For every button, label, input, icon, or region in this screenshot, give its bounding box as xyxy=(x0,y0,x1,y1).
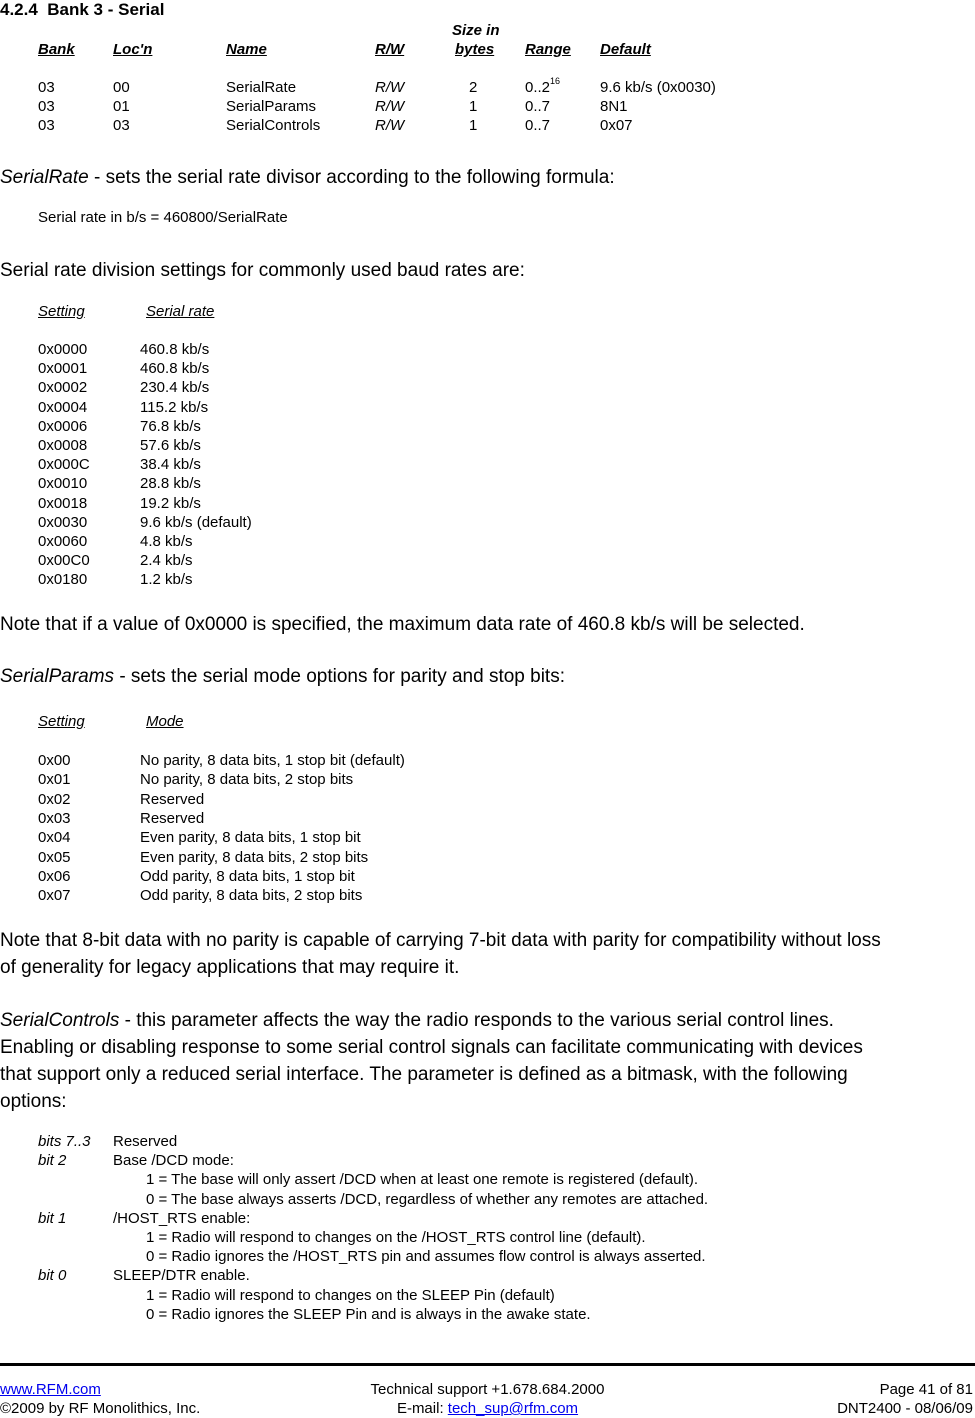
serialcontrols-term: SerialControls xyxy=(0,1010,120,1031)
params-col-mode: Mode xyxy=(146,713,184,730)
serialrate-intro: Serial rate division settings for commonly used baud rates are: xyxy=(0,260,525,281)
section-title: Bank 3 - Serial xyxy=(47,0,165,19)
cell-name: SerialRate xyxy=(226,79,297,96)
params-mode: Odd parity, 8 data bits, 2 stop bits xyxy=(140,887,363,905)
rate-value: 460.8 kb/s xyxy=(140,341,210,358)
bit-option: 1 = Radio will respond to changes on the /HOST_RTS control line (default). xyxy=(146,1229,646,1246)
cell-name: SerialControls xyxy=(226,117,321,134)
section-number: 4.2.4 xyxy=(0,0,38,19)
rate-value: 2.4 kb/s xyxy=(140,552,193,570)
serialrate-term: SerialRate xyxy=(0,167,89,188)
rate-setting: 0x000C xyxy=(38,456,90,474)
cell-locn: 00 xyxy=(113,79,130,96)
bit-description: Reserved xyxy=(113,1133,178,1150)
bit-option: 0 = Radio ignores the /HOST_RTS pin and assumes flow control is always asserted. xyxy=(146,1248,706,1266)
cell-default: 9.6 kb/s (0x0030) xyxy=(600,79,716,96)
cell-bank: 03 xyxy=(38,117,55,134)
email-link[interactable]: tech_sup@rfm.com xyxy=(447,1400,579,1417)
website-link[interactable]: www.RFM.com xyxy=(0,1381,101,1398)
col-default: Default xyxy=(600,41,651,58)
bit-option: 0 = The base always asserts /DCD, regardless of whether any remotes are attached. xyxy=(146,1190,709,1208)
params-mode: Even parity, 8 data bits, 2 stop bits xyxy=(140,848,369,866)
rate-value: 115.2 kb/s xyxy=(140,398,209,416)
col-rw: R/W xyxy=(375,41,405,58)
bit-option: 1 = The base will only assert /DCD when at least one remote is registered (default). xyxy=(146,1171,699,1189)
footer-email: E-mail: tech_sup@rfm.com xyxy=(396,1400,579,1417)
col-range: Range xyxy=(525,41,571,58)
params-setting: 0x01 xyxy=(38,771,71,789)
bit-label: bit 0 xyxy=(38,1267,67,1285)
footer-page: Page 41 of 81 xyxy=(879,1381,973,1398)
bit-label: bit 1 xyxy=(38,1209,67,1227)
serialrate-formula: Serial rate in b/s = 460800/SerialRate xyxy=(38,209,288,226)
bit-description: /HOST_RTS enable: xyxy=(113,1209,251,1227)
rate-setting: 0x0004 xyxy=(38,398,88,416)
footer-copyright: ©2009 by RF Monolithics, Inc. xyxy=(0,1400,201,1417)
rate-setting: 0x0006 xyxy=(38,417,88,435)
params-mode: Odd parity, 8 data bits, 1 stop bit xyxy=(140,867,355,885)
rate-setting: 0x0018 xyxy=(38,494,88,512)
footer-support: Technical support +1.678.684.2000 xyxy=(370,1381,605,1398)
cell-bank: 03 xyxy=(38,79,55,96)
serialrate-note: Note that if a value of 0x0000 is specified, the maximum data rate of 460.8 kb/s will be selected. xyxy=(0,614,805,635)
cell-default: 0x07 xyxy=(600,117,633,134)
params-setting: 0x06 xyxy=(38,867,71,885)
cell-range: 0..2$^{16}$ xyxy=(525,76,561,96)
bit-label: bit 2 xyxy=(38,1152,67,1170)
cell-locn: 03 xyxy=(113,117,130,134)
params-col-setting: Setting xyxy=(38,713,85,730)
params-setting: 0x05 xyxy=(38,848,71,866)
rate-setting: 0x0001 xyxy=(38,360,88,378)
rate-value: 1.2 kb/s xyxy=(140,571,193,589)
params-mode: Reserved xyxy=(140,809,205,827)
serialparams-note-line1: Note that 8-bit data with no parity is capable of carrying 7-bit data with parity for compatibility without loss xyxy=(0,930,881,951)
section-heading xyxy=(0,0,164,20)
params-mode: Reserved xyxy=(140,790,205,808)
bit-description: SLEEP/DTR enable. xyxy=(113,1267,250,1285)
cell-rw: R/W xyxy=(375,98,405,115)
serialcontrols-line3: that support only a reduced serial interface. The parameter is defined as a bitmask, with the following xyxy=(0,1064,848,1085)
footer-doc: DNT2400 - 08/06/09 xyxy=(837,1400,973,1417)
cell-default: 8N1 xyxy=(600,98,628,115)
params-setting: 0x04 xyxy=(38,829,71,847)
rate-value: 230.4 kb/s xyxy=(140,379,210,397)
rate-setting: 0x0030 xyxy=(38,513,88,531)
params-setting: 0x07 xyxy=(38,887,71,905)
cell-range: 0..7 xyxy=(525,117,551,134)
col-name: Name xyxy=(226,41,267,58)
serialparams-paragraph xyxy=(0,666,565,688)
serialparams-note-line2: of generality for legacy applications that may require it. xyxy=(0,957,460,978)
rate-col-setting: Setting xyxy=(38,303,85,320)
rate-value: 19.2 kb/s xyxy=(140,494,201,512)
cell-bank: 03 xyxy=(38,98,55,115)
rate-col-rate: Serial rate xyxy=(146,303,215,320)
bit-option: 1 = Radio will respond to changes on the SLEEP Pin (default) xyxy=(146,1286,555,1304)
params-setting: 0x02 xyxy=(38,790,71,808)
cell-size: 1 xyxy=(469,117,478,134)
rate-setting: 0x0002 xyxy=(38,379,88,397)
serialcontrols-line1: SerialControls - this parameter affects the way the radio responds to the various serial control lines. xyxy=(0,1010,834,1031)
col-size-line2: bytes xyxy=(455,41,495,58)
col-locn: Loc'n xyxy=(113,41,153,58)
params-mode: Even parity, 8 data bits, 1 stop bit xyxy=(140,829,361,847)
rate-value: 76.8 kb/s xyxy=(140,417,201,435)
cell-size: 2 xyxy=(469,79,478,96)
params-setting: 0x03 xyxy=(38,809,71,827)
rate-value: 57.6 kb/s xyxy=(140,437,201,454)
serialrate-paragraph xyxy=(0,167,615,189)
rate-value: 28.8 kb/s xyxy=(140,475,201,493)
cell-size: 1 xyxy=(469,98,478,115)
serialparams-desc: - sets the serial mode options for parity and stop bits: xyxy=(114,666,565,687)
rate-value: 460.8 kb/s xyxy=(140,360,210,378)
bit-option: 0 = Radio ignores the SLEEP Pin and is always in the awake state. xyxy=(146,1305,591,1323)
serialparams-term: SerialParams xyxy=(0,666,115,687)
cell-name: SerialParams xyxy=(226,98,317,115)
col-bank: Bank xyxy=(38,41,75,58)
bit-label: bits 7..3 xyxy=(38,1133,91,1150)
serialcontrols-line2: Enabling or disabling response to some serial control signals can facilitate communicating with devices xyxy=(0,1037,863,1058)
col-size-line1: Size in xyxy=(452,22,500,39)
rate-setting: 0x00C0 xyxy=(38,552,90,570)
footer-rule xyxy=(0,1363,975,1366)
params-setting: 0x00 xyxy=(38,752,71,769)
cell-range: 0..7 xyxy=(525,98,551,115)
bit-description: Base /DCD mode: xyxy=(113,1152,234,1170)
params-mode: No parity, 8 data bits, 1 stop bit (default) xyxy=(140,752,405,769)
rate-value: 9.6 kb/s (default) xyxy=(140,513,252,531)
rate-value: 4.8 kb/s xyxy=(140,533,193,550)
rate-setting: 0x0008 xyxy=(38,437,88,454)
cell-rw: R/W xyxy=(375,79,405,96)
cell-rw: R/W xyxy=(375,117,405,134)
rate-setting: 0x0000 xyxy=(38,341,88,358)
params-mode: No parity, 8 data bits, 2 stop bits xyxy=(140,771,354,789)
serialcontrols-line4: options: xyxy=(0,1091,67,1112)
cell-locn: 01 xyxy=(113,98,130,115)
rate-setting: 0x0060 xyxy=(38,533,88,550)
rate-value: 38.4 kb/s xyxy=(140,456,201,474)
rate-setting: 0x0010 xyxy=(38,475,88,493)
serialrate-desc: - sets the serial rate divisor according to the following formula: xyxy=(88,167,615,188)
rate-setting: 0x0180 xyxy=(38,571,88,589)
